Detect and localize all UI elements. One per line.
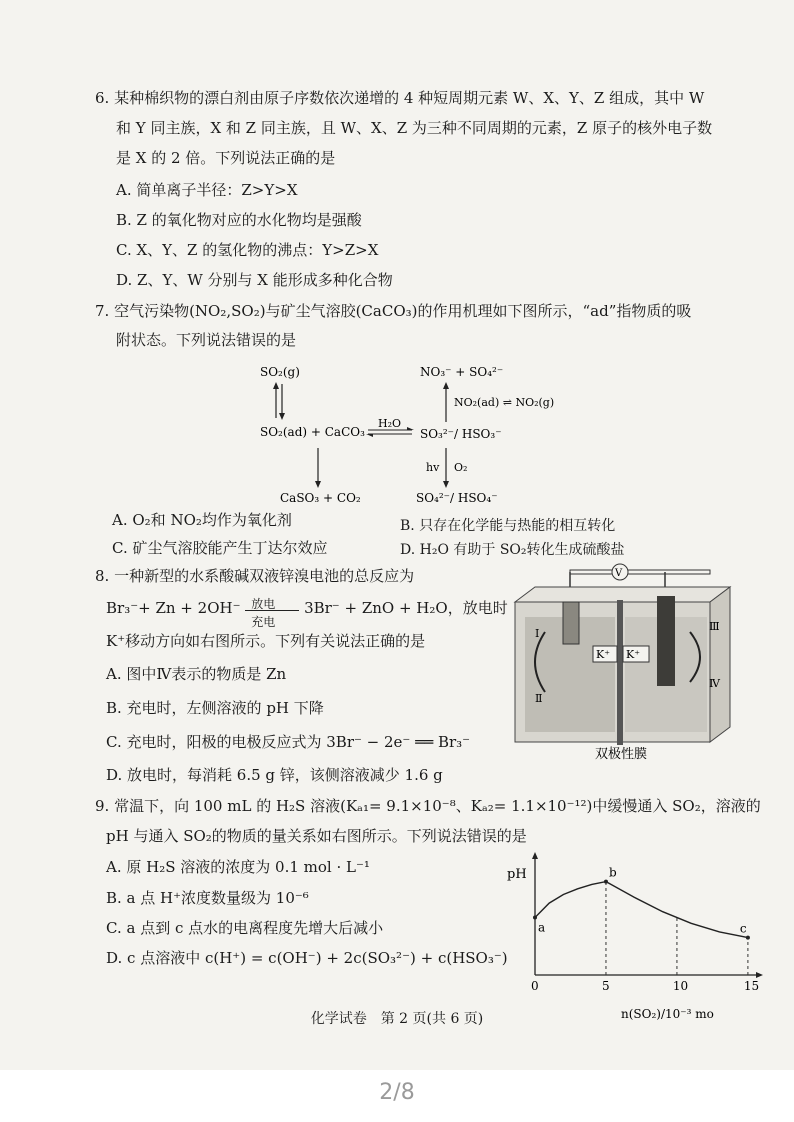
q8-reaction-arrow: 放电 充电 [245,608,299,611]
q8-label-III: Ⅲ [709,620,720,633]
q7-option-b: B. 只存在化学能与热能的相互转化 [400,518,616,534]
q8-label-I: Ⅰ [535,627,540,640]
q7-label-so2ad-caco3: SO₂(ad) + CaCO₃ [260,425,365,439]
q7-label-no2-equilibrium: NO₂(ad) ⇌ NO₂(g) [454,396,555,409]
q8-label-II: Ⅱ [535,692,543,705]
q7-mechanism-diagram [240,360,570,510]
q7-label-o2: O₂ [454,461,468,474]
q7-stem-line2: 附状态。下列说法错误的是 [116,331,297,349]
q7-option-c: C. 矿尘气溶胶能产生丁达尔效应 [112,539,328,557]
q8-right-electrode [657,596,675,686]
q8-cell-top [515,587,730,602]
q6-option-a: A. 简单离子半径：Z>Y>X [116,181,298,199]
q9-y-axis-label: pH [507,867,527,882]
q7-eq-head-top [407,427,414,430]
q9-x-axis-label: n(SO₂)/10⁻³ mo [621,1007,714,1020]
q9-x-tick-label: 15 [743,979,760,993]
q7-eq-head-bottom [366,434,373,437]
q6-option-b: B. Z 的氧化物对应的水化物均是强酸 [116,211,362,229]
page-indicator: 2/8 [379,1080,415,1105]
q8-stem-line1: 8. 一种新型的水系酸碱双液锌溴电池的总反应为 [95,567,415,585]
q6-option-d: D. Z、Y、W 分别与 X 能形成多种化合物 [116,271,393,289]
q8-cell-side [710,587,730,742]
q8-reaction: Br₃⁻+ Zn + 2OH⁻ 放电 充电 3Br⁻ + ZnO + H₂O，放电时 [106,596,508,629]
q9-point-b [604,880,608,884]
q7-arrowhead-down-right [443,481,449,488]
q7-label-h2o: H₂O [378,417,402,430]
q8-wire-top [570,570,710,574]
q8-label-IV: Ⅳ [709,677,720,690]
q9-ph-curve [535,882,748,938]
q7-label-caso3-co2: CaSO₃ + CO₂ [280,491,361,505]
q9-point-label-a: a [538,920,546,935]
q7-label-so4-hso4: SO₄²⁻/ HSO₄⁻ [416,491,498,505]
q9-x-axis-arrow [756,972,763,978]
q7-stem-line1: 7. 空气污染物(NO₂,SO₂)与矿尘气溶胶(CaCO₃)的作用机理如下图所示，“ad”指物质的吸 [95,302,692,320]
q7-label-so2g: SO₂(g) [260,365,300,379]
q7-label-no3-so4: NO₃⁻ + SO₄²⁻ [420,365,504,379]
q7-option-d: D. H₂O 有助于 SO₂转化生成硫酸盐 [400,542,625,558]
q9-option-a: A. 原 H₂S 溶液的浓度为 0.1 mol · L⁻¹ [106,858,370,876]
q8-option-a: A. 图中Ⅳ表示的物质是 Zn [106,665,287,683]
voltmeter-label: V [615,568,623,579]
q9-point-label-b: b [608,865,617,880]
q9-point-label-c: c [739,921,747,936]
q7-option-a: A. O₂和 NO₂均作为氧化剂 [112,511,292,529]
q8-battery-diagram [505,562,755,762]
q9-point-a [533,916,537,920]
q9-origin-label: 0 [531,979,539,993]
bipolar-membrane [617,600,623,745]
q7-label-so3-hso3: SO₃²⁻/ HSO₃⁻ [420,427,502,441]
q9-ph-chart [505,850,770,1020]
q9-x-tick-label: 5 [601,979,610,993]
q9-option-c: C. a 点到 c 点水的电离程度先增大后减小 [106,919,384,937]
q8-option-d: D. 放电时，每消耗 6.5 g 锌，该侧溶液减少 1.6 g [106,766,443,784]
q7-arrowhead-caso3 [315,481,321,488]
q6-option-c: C. X、Y、Z 的氢化物的沸点：Y>Z>X [116,241,379,259]
q6-stem-line2: 和 Y 同主族，X 和 Z 同主族，且 W、X、Z 为三种不同周期的元素，Z 原子的核外电子数 [116,119,713,137]
q7-arrowhead-down [279,413,285,420]
q7-label-hv: hv [426,461,440,474]
q7-arrowhead-up [273,382,279,389]
q9-option-d: D. c 点溶液中 c(H⁺) = c(OH⁻) + 2c(SO₃²⁻) + c(HSO₃⁻) [106,949,508,967]
q9-stem-line2: pH 与通入 SO₂的物质的量关系如右图所示。下列说法错误的是 [106,827,527,845]
q8-kplus-left: K⁺ [596,648,611,661]
q8-kplus-right: K⁺ [626,648,641,661]
q6-stem-line1: 6. 某种棉织物的漂白剂由原子序数依次递增的 4 种短周期元素 W、X、Y、Z 组成，其中 W [95,89,705,107]
q9-option-b: B. a 点 H⁺浓度数量级为 10⁻⁶ [106,889,309,907]
q8-membrane-caption: 双极性膜 [595,747,648,762]
q7-arrowhead-up-right [443,382,449,389]
page-footer: 化学试卷 第 2 页(共 6 页) [310,1011,484,1027]
q8-option-b: B. 充电时，左侧溶液的 pH 下降 [106,699,324,717]
q9-stem-line1: 9. 常温下，向 100 mL 的 H₂S 溶液(Kₐ₁= 9.1×10⁻⁸、Kₐ₂= 1.1×10⁻¹²)中缓慢通入 SO₂，溶液的 [95,797,761,815]
q8-left-electrode [563,602,579,644]
q8-stem-line3: K⁺移动方向如右图所示。下列有关说法正确的是 [106,632,426,650]
q9-y-axis-arrow [532,852,538,859]
q8-option-c: C. 充电时，阳极的电极反应式为 3Br⁻ − 2e⁻ ══ Br₃⁻ [106,733,471,751]
q6-stem-line3: 是 X 的 2 倍。下列说法正确的是 [116,149,336,167]
q9-point-c [746,936,750,940]
q9-x-tick-label: 10 [672,979,689,993]
